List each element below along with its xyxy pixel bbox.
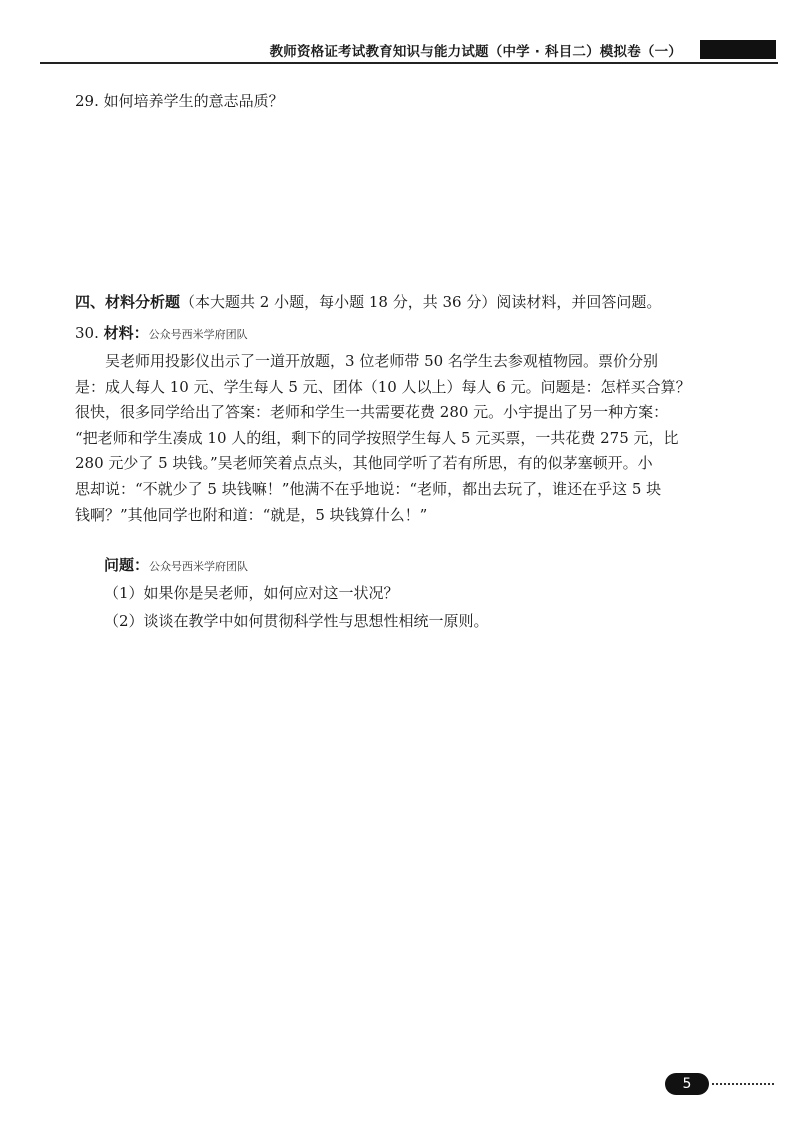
section-note: （本大题共 2 小题，每小题 18 分，共 36 分）阅读材料，并回答问题。 xyxy=(180,293,662,311)
header-title: 教师资格证考试教育知识与能力试题（中学 · 科目二）模拟卷（一） xyxy=(269,44,682,60)
question-29: 29. 如何培养学生的意志品质？ xyxy=(75,92,284,110)
sub-question-2: （2）谈谈在教学中如何贯彻科学性与思想性相统一原则。 xyxy=(104,612,489,630)
page-number: 5 xyxy=(665,1073,709,1095)
header-black-block xyxy=(700,40,776,59)
material-line: 很快，很多同学给出了答案：老师和学生一共需要花费 280 元。小宇提出了另一种方案： xyxy=(75,403,669,422)
material-label: 材料： xyxy=(103,324,149,342)
section-title: 四、材料分析题 xyxy=(75,293,181,311)
question-label xyxy=(104,554,248,575)
material-paragraph xyxy=(75,349,705,528)
watermark-text: 公众号西米学府团队 xyxy=(148,328,248,341)
section-heading xyxy=(75,291,661,312)
page-header xyxy=(0,38,800,64)
material-line: 吴老师用投影仪出示了一道开放题，3 位老师带 50 名学生去参观植物园。票价分别 xyxy=(75,352,658,370)
material-line: “把老师和学生凑成 10 人的组，剩下的同学按照学生每人 5 元买票，一共花费 275 元，比 xyxy=(75,428,679,447)
question-30-number: 30. xyxy=(75,324,99,342)
material-line: 是：成人每人 10 元、学生每人 5 元、团体（10 人以上）每人 6 元。问题是：怎样买合算？ xyxy=(75,377,691,396)
material-line: 思却说：“不就少了 5 块钱嘛！”他满不在乎地说：“老师，都出去玩了，谁还在乎这 5 块 xyxy=(75,479,662,498)
watermark-text: 公众号西米学府团队 xyxy=(149,560,249,573)
question-30-label xyxy=(75,322,248,343)
sub-question-1: （1）如果你是吴老师，如何应对这一状况？ xyxy=(104,584,399,602)
question-label-text: 问题： xyxy=(104,556,150,574)
material-line: 280 元少了 5 块钱。”吴老师笑着点点头，其他同学听了若有所思，有的似茅塞顿开。小 xyxy=(75,454,653,473)
header-rule xyxy=(40,62,778,64)
material-line: 钱啊？”其他同学也附和道：“就是，5 块钱算什么！” xyxy=(75,505,428,524)
footer-dotted-rule xyxy=(712,1083,774,1085)
